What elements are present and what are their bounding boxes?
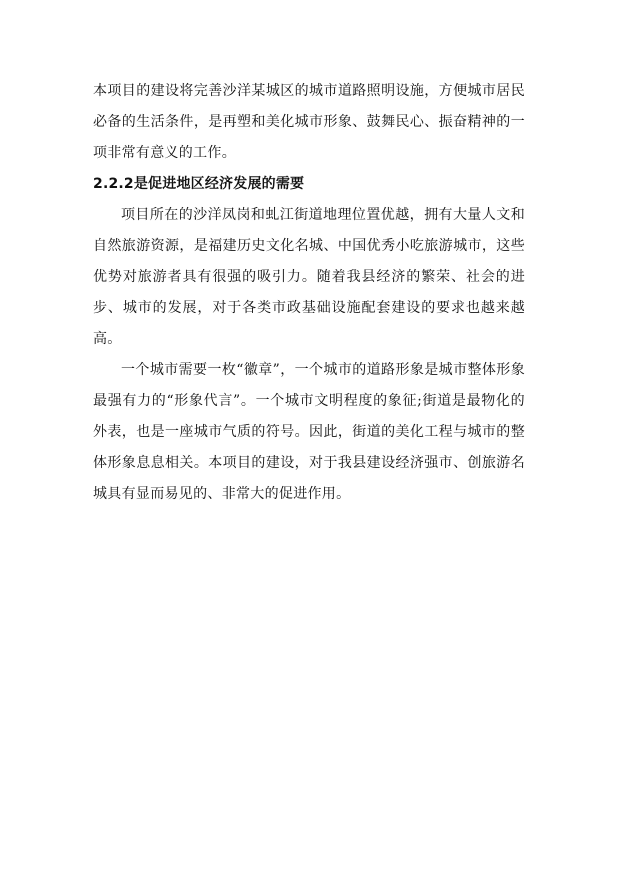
document-body	[93, 76, 525, 510]
paragraph-city-image: 一个城市需要一枚“徽章”，一个城市的道路形象是城市整体形象最强有力的“形象代言”。一个城市文明程度的象征;街道是最物化的外表，也是一座城市气质的符号。因此，街道的美化工程与城市的整体形象息息相关。本项目的建设，对于我县建设经济强市、创旅游名城具有显而易见的、非常大的促进作用。	[93, 362, 525, 502]
paragraph-location: 项目所在的沙洋凤岗和虬江街道地理位置优越，拥有大量人文和自然旅游资源，是福建历史文化名城、中国优秀小吃旅游城市，这些优势对旅游者具有很强的吸引力。随着我县经济的繁荣、社会的进步、城市的发展，对于各类市政基础设施配套建设的要求也越来越高。	[93, 207, 525, 347]
section-heading: 2.2.2是促进地区经济发展的需要	[93, 176, 305, 192]
paragraph-intro: 本项目的建设将完善沙洋某城区的城市道路照明设施，方便城市居民必备的生活条件，是再塑和美化城市形象、鼓舞民心、振奋精神的一项非常有意义的工作。	[93, 83, 525, 161]
